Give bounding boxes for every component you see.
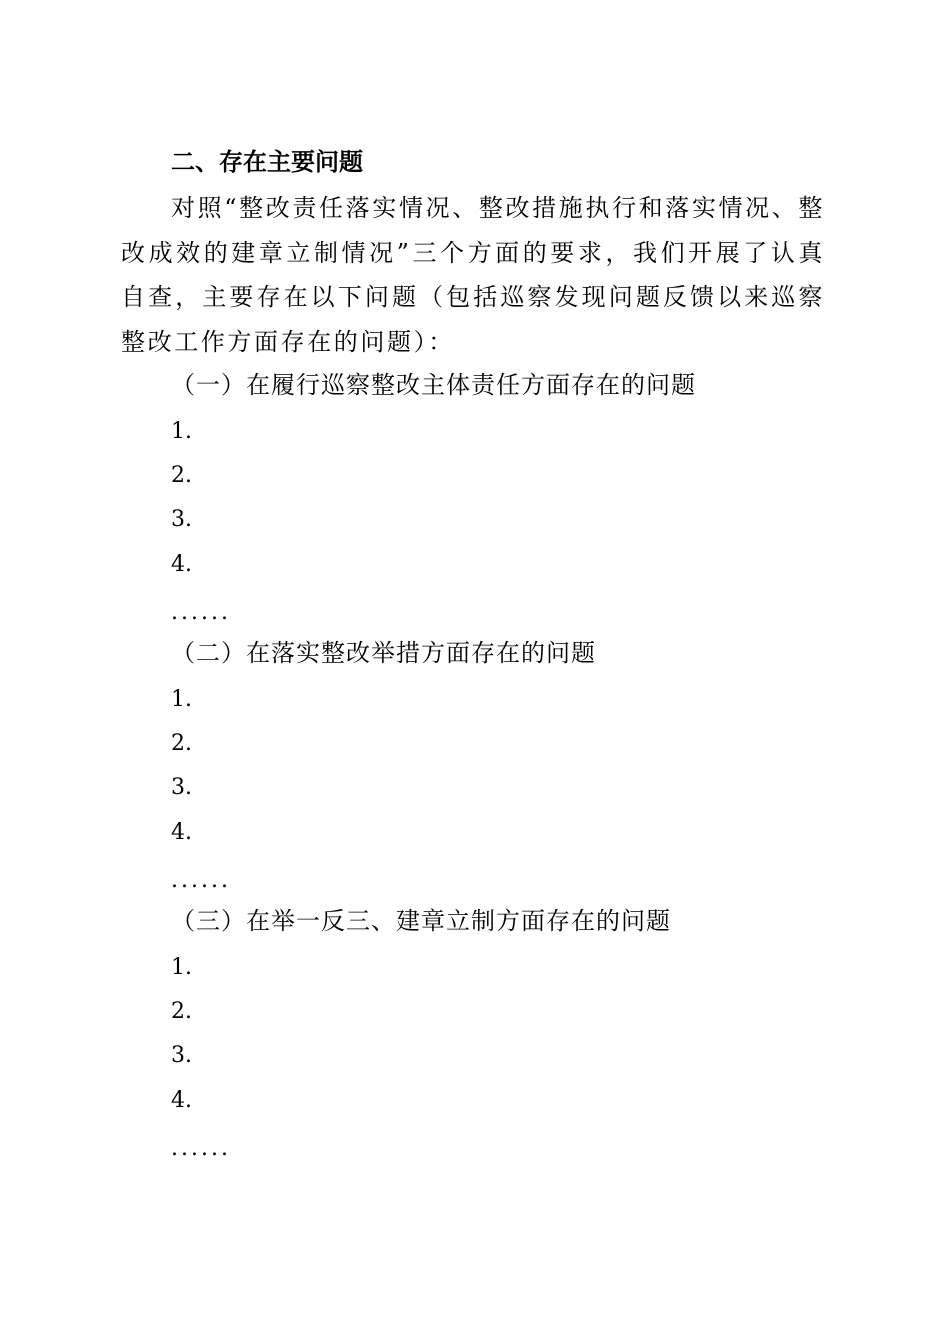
list-item: 1. [171,419,192,444]
list-item: 2. [171,999,192,1024]
list-item: 1. [171,687,192,712]
list-item: 3. [171,775,192,800]
list-item: 4. [171,1088,192,1113]
list-ellipsis: ...... [171,600,231,625]
list-item: 2. [171,731,192,756]
section-heading: 二、存在主要问题 [171,148,363,176]
list-ellipsis: ...... [171,868,231,893]
subsection-title-1: （一）在履行巡察整改主体责任方面存在的问题 [171,371,696,399]
subsection-title-2: （二）在落实整改举措方面存在的问题 [171,639,596,667]
list-ellipsis: ...... [171,1136,231,1161]
list-item: 4. [171,552,192,577]
intro-paragraph: 对照“整改责任落实情况、整改措施执行和落实情况、整改成效的建章立制情况”三个方面的要求，我们开展了认真自查，主要存在以下问题（包括巡察发现问题反馈以来巡察整改工作方面存在的问题）： [121,194,825,356]
list-item: 3. [171,1043,192,1068]
subsection-title-3: （三）在举一反三、建章立制方面存在的问题 [171,907,671,935]
list-item: 1. [171,955,192,980]
list-item: 2. [171,463,192,488]
list-item: 3. [171,507,192,532]
list-item: 4. [171,820,192,845]
